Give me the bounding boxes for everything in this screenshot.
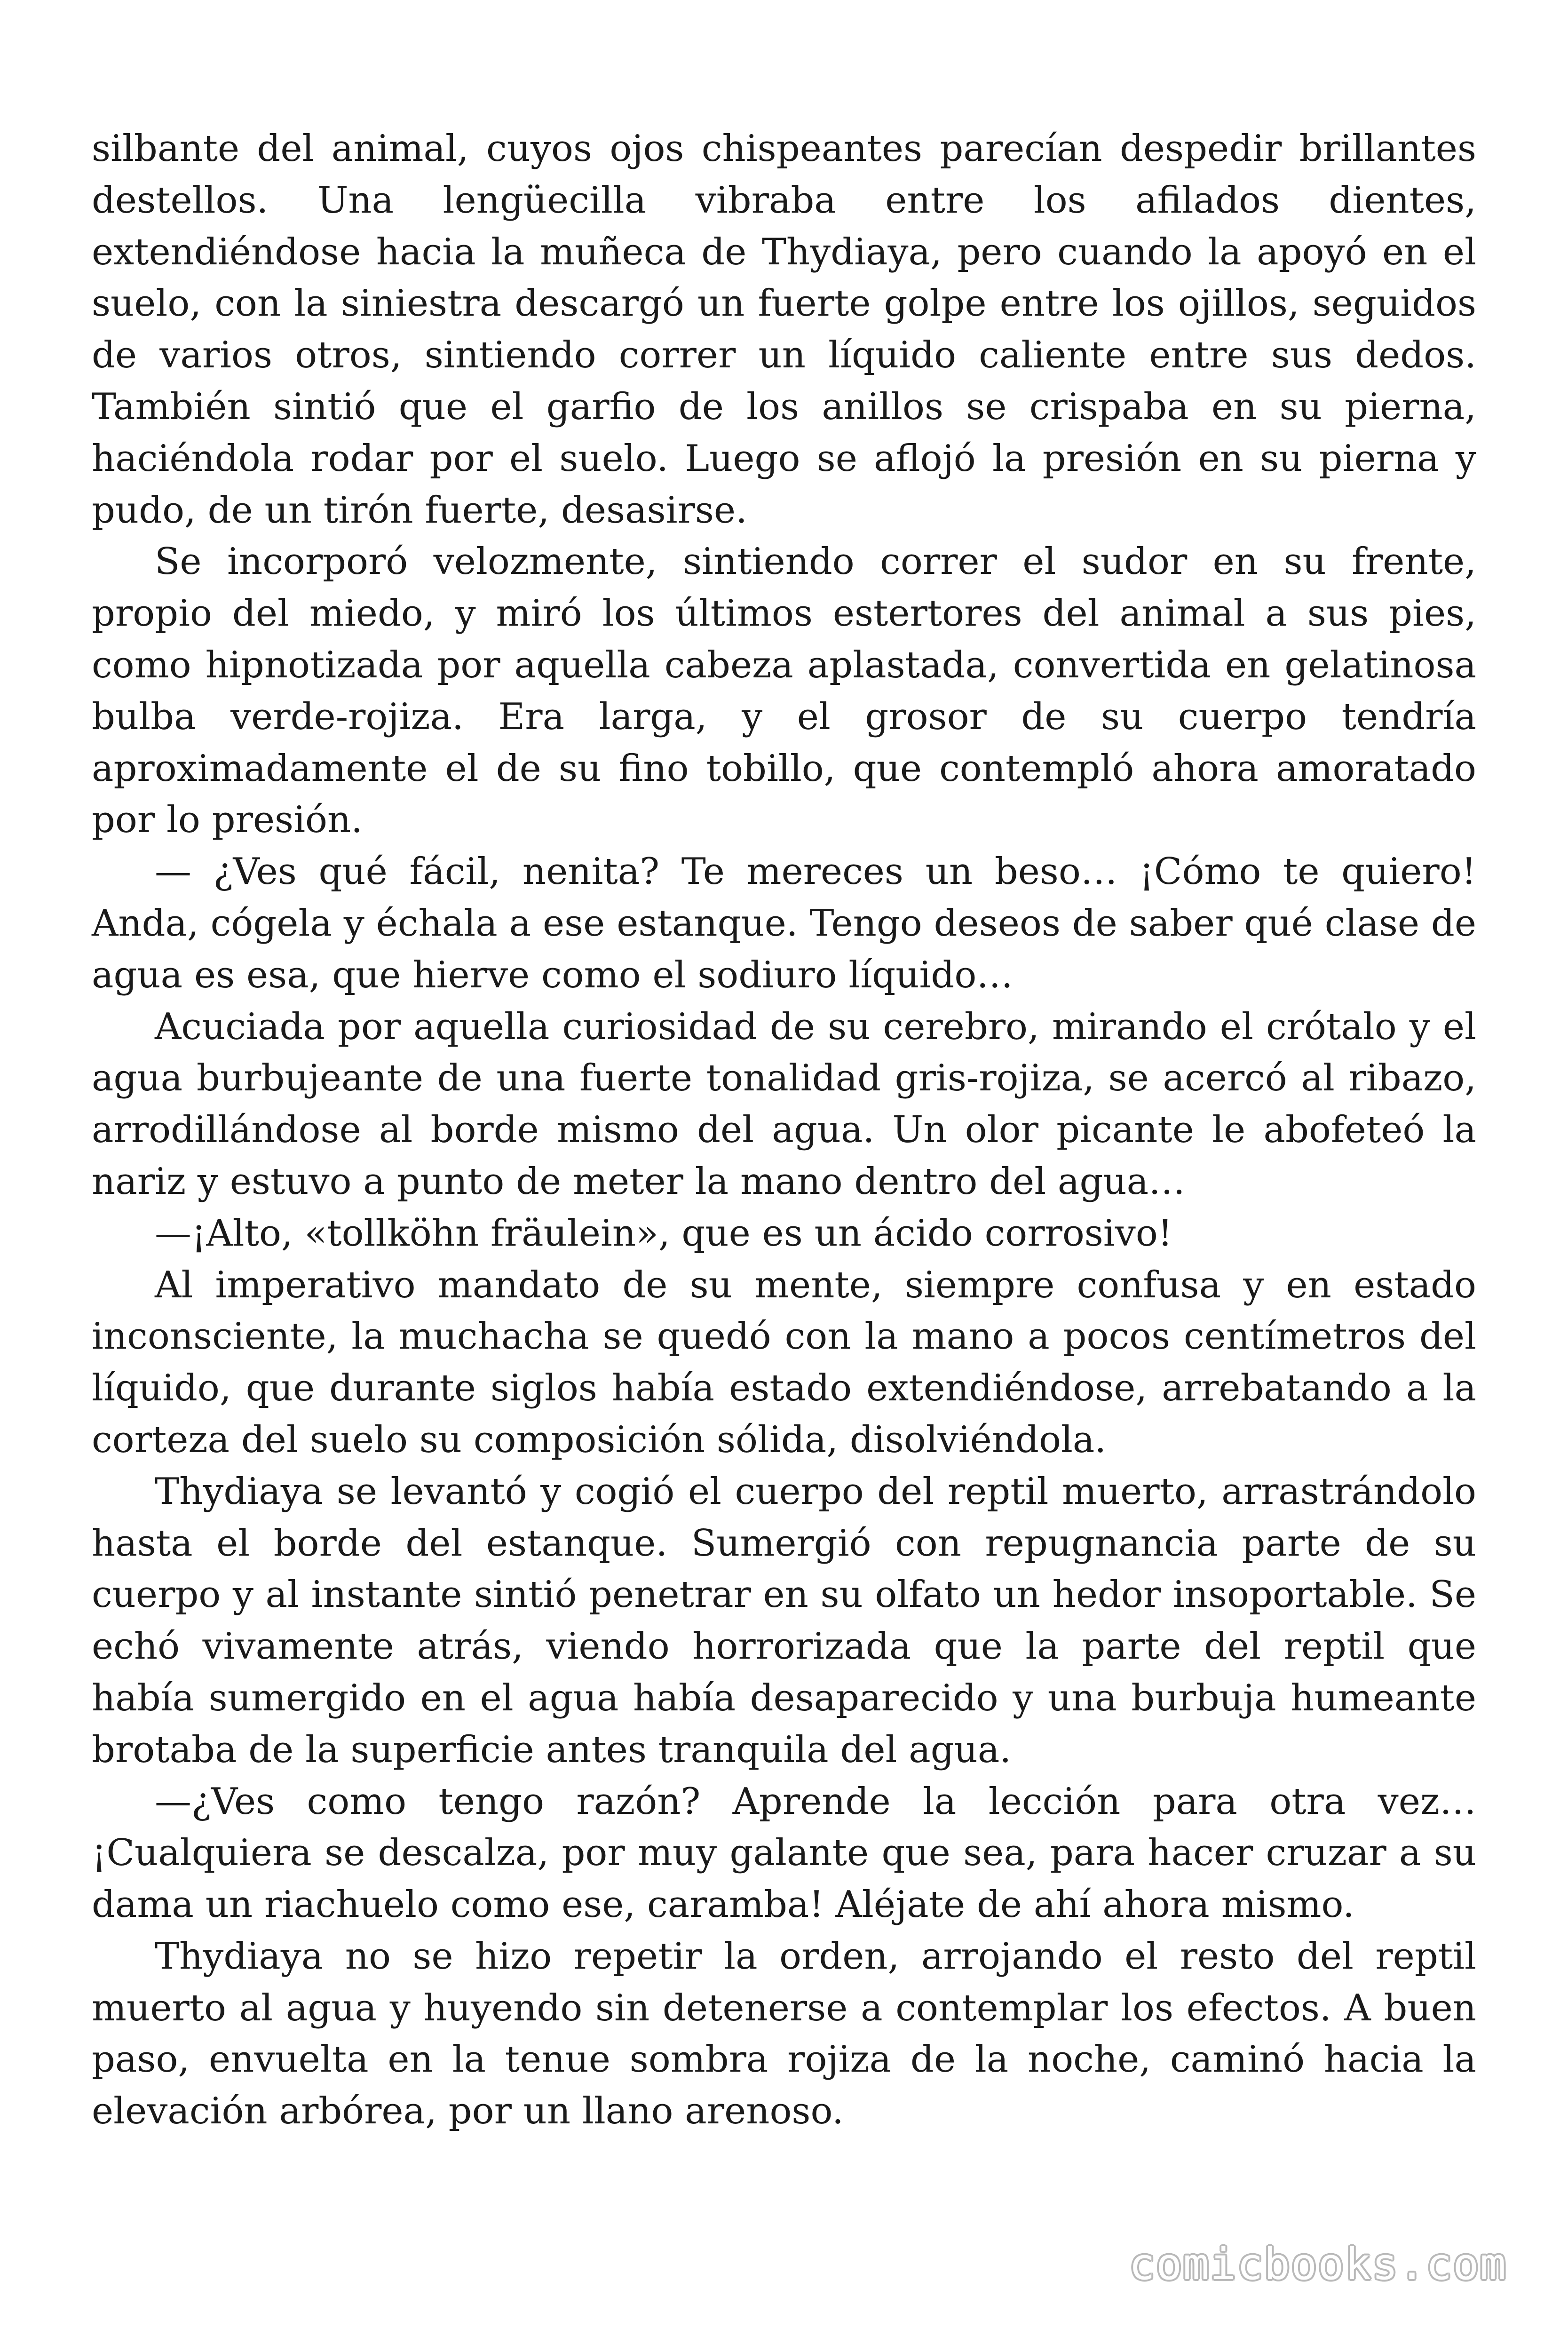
paragraph: Thydiaya no se hizo repetir la orden, arrojando el resto del reptil muerto al agua y huyendo sin detenerse a contemplar los efectos. A buen paso, envuelta en la tenue sombra rojiza de la noche, caminó hacia la elevación arbórea, por un llano arenoso. [92, 1935, 1476, 2133]
paragraph: —¿Ves como tengo razón? Aprende la lección para otra vez… ¡Cualquiera se descalza, por muy galante que sea, para hacer cruzar a su dama un riachuelo como ese, caramba! Aléjate de ahí ahora mismo. [92, 1780, 1476, 1926]
paragraph: Se incorporó velozmente, sintiendo correr el sudor en su frente, propio del miedo, y miró los últimos estertores del animal a sus pies, como hipnotizada por aquella cabeza aplastada, convertida en gelatinosa bulba verde-rojiza. Era larga, y el grosor de su cuerpo tendría aproximadamente el de su fino tobillo, que contempló ahora amoratado por lo presión. [92, 540, 1476, 842]
paragraph: Acuciada por aquella curiosidad de su cerebro, mirando el crótalo y el agua burbujeante de una fuerte tonalidad gris-rojiza, se acercó al ribazo, arrodillándose al borde mismo del agua. Un olor picante le abofeteó la nariz y estuvo a punto de meter la mano dentro del agua… [92, 1005, 1476, 1203]
paragraph: —¡Alto, «tollköhn fräulein», que es un ácido corrosivo! [155, 1212, 1173, 1255]
paragraph: Al imperativo mandato de su mente, siempre confusa y en estado inconsciente, la muchacha se quedó con la mano a pocos centímetros del líquido, que durante siglos había estado extendiéndose, arrebatando a la corteza del suelo su composición sólida, disolviéndola. [92, 1263, 1476, 1461]
paragraph: Thydiaya se levantó y cogió el cuerpo del reptil muerto, arrastrándolo hasta el borde del estanque. Sumergió con repugnancia parte de su cuerpo y al instante sintió penetrar en su olfato un hedor insoportable. Se echó vivamente atrás, viendo horrorizada que la parte del reptil que había sumergido en el agua había desaparecido y una burbuja humeante brotaba de la superficie antes tranquila del agua. [92, 1470, 1476, 1771]
body-text [92, 123, 1476, 2137]
paragraph: — ¿Ves qué fácil, nenita? Te mereces un beso… ¡Cómo te quiero! Anda, cógela y échala a ese estanque. Tengo deseos de saber qué clase de agua es esa, que hierve como el sodiuro líquido… [92, 850, 1476, 996]
watermark: comicbooks.com [1129, 2239, 1507, 2289]
paragraph: silbante del animal, cuyos ojos chispeantes parecían despedir brillantes destellos. Una lengüecilla vibraba entre los afilados dientes, extendiéndose hacia la muñeca de Thydiaya, pero cuando la apoyó en el suelo, con la siniestra descargó un fuerte golpe entre los ojillos, seguidos de varios otros, sintiendo correr un líquido caliente entre sus dedos. También sintió que el garfio de los anillos se crispaba en su pierna, haciéndola rodar por el suelo. Luego se aflojó la presión en su pierna y pudo, de un tirón fuerte, desasirse. [92, 127, 1476, 532]
